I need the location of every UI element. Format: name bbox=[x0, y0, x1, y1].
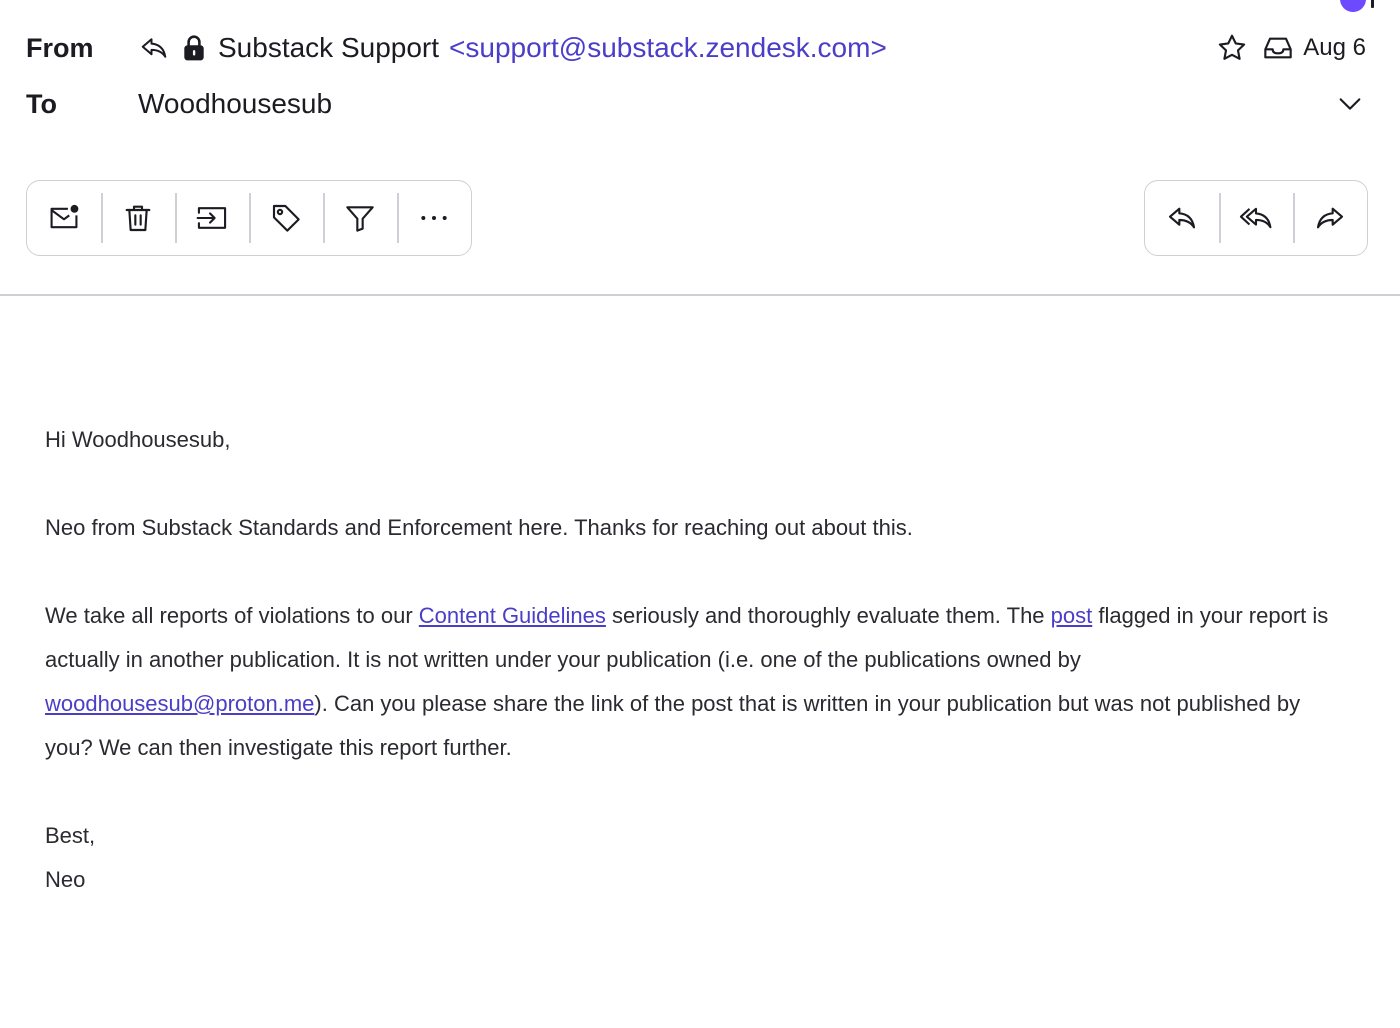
move-button[interactable] bbox=[175, 181, 249, 255]
trash-icon bbox=[122, 202, 154, 234]
label-button[interactable] bbox=[249, 181, 323, 255]
star-icon[interactable] bbox=[1215, 31, 1249, 65]
intro-paragraph: Neo from Substack Standards and Enforcement here. Thanks for reaching out about this. bbox=[45, 515, 913, 540]
paragraph-text: flagged in your report is actually in another publication. It is not written under your publication (i.e. one of the publications owned by bbox=[45, 603, 1329, 672]
reply-all-button[interactable] bbox=[1219, 181, 1293, 255]
main-paragraph bbox=[45, 594, 1345, 770]
move-to-folder-icon bbox=[195, 201, 229, 235]
greeting: Hi Woodhousesub, bbox=[45, 427, 231, 452]
reply-button[interactable] bbox=[1145, 181, 1219, 255]
paragraph-text: We take all reports of violations to our bbox=[45, 603, 419, 628]
reply-actions-toolbar bbox=[1144, 180, 1368, 256]
more-button[interactable] bbox=[397, 181, 471, 255]
sender-address[interactable]: <support@substack.zendesk.com> bbox=[449, 32, 887, 63]
badge-mark bbox=[1371, 0, 1374, 8]
recipient-name[interactable]: Woodhousesub bbox=[138, 88, 333, 119]
content-guidelines-link[interactable]: Content Guidelines bbox=[418, 603, 606, 628]
lock-icon bbox=[180, 33, 208, 63]
header-divider bbox=[0, 294, 1400, 296]
inbox-icon bbox=[1261, 31, 1295, 65]
message-date: Aug 6 bbox=[1303, 34, 1366, 61]
signoff-text: Best, bbox=[45, 823, 96, 848]
to-row bbox=[26, 82, 1366, 126]
from-row bbox=[26, 26, 1366, 70]
forward-button[interactable] bbox=[1293, 181, 1367, 255]
tag-icon bbox=[270, 202, 302, 234]
sender-info bbox=[138, 32, 1215, 64]
paragraph-text: ). Can you please share the link of the post that is written in your publication but was not published by you? We can then investigate this report further. bbox=[45, 691, 1301, 760]
from-label: From bbox=[26, 32, 94, 63]
post-link[interactable]: post bbox=[1050, 603, 1093, 628]
to-label: To bbox=[26, 88, 57, 119]
chevron-down-icon[interactable] bbox=[1334, 88, 1366, 120]
message-actions-toolbar bbox=[26, 180, 472, 256]
message-body bbox=[45, 418, 1345, 902]
envelope-dot-icon bbox=[47, 201, 81, 235]
shield-badge-icon[interactable] bbox=[1340, 0, 1366, 12]
filter-icon bbox=[344, 202, 376, 234]
paragraph-text: seriously and thoroughly evaluate them. The bbox=[605, 603, 1051, 628]
reply-all-icon bbox=[1239, 202, 1273, 234]
forward-icon bbox=[1314, 202, 1346, 234]
message-meta bbox=[1215, 31, 1366, 65]
signoff bbox=[45, 814, 1345, 902]
more-dots-icon bbox=[418, 202, 450, 234]
mark-unread-button[interactable] bbox=[27, 181, 101, 255]
sender-name[interactable]: Substack Support bbox=[218, 32, 440, 63]
reply-icon bbox=[138, 32, 170, 64]
trash-button[interactable] bbox=[101, 181, 175, 255]
signature: Neo bbox=[45, 867, 86, 892]
email-link[interactable]: woodhousesub@proton.me bbox=[45, 691, 315, 716]
reply-icon bbox=[1166, 202, 1198, 234]
filter-button[interactable] bbox=[323, 181, 397, 255]
